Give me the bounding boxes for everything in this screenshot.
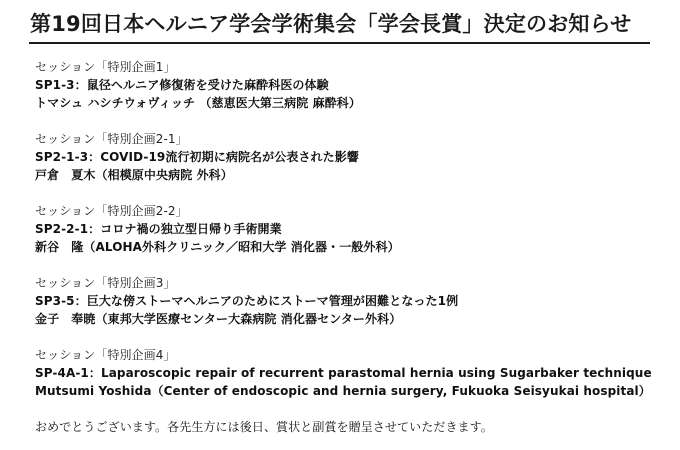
presenter: Mutsumi Yoshida（Center of endoscopic and hernia surgery, Fukuoka Seisyukai hospital） (35, 384, 651, 398)
presentation-title: SP1-3：鼠径ヘルニア修復術を受けた麻酔科医の体験 (35, 78, 329, 92)
title-underline (29, 42, 650, 44)
award-entry-sp1 (35, 58, 675, 112)
award-entry-sp4 (35, 346, 675, 400)
presenter: トマシュ ハシチウォヴィッチ （慈恵医大第三病院 麻酔科） (35, 96, 361, 110)
page-title: 第19回日本ヘルニア学会学術集会「学会長賞」決定のお知らせ (30, 12, 632, 36)
award-entry-sp2-1 (35, 130, 675, 184)
presenter: 戸倉 夏木（相模原中央病院 外科） (35, 168, 233, 182)
presentation-title: SP-4A-1：Laparoscopic repair of recurrent parastomal hernia using Sugarbaker technique (35, 366, 652, 380)
closing-message: おめでとうございます。各先生方には後日、賞状と副賞を贈呈させていただきます。 (35, 420, 493, 434)
session-heading: セッション「特別企画2-2」 (35, 204, 188, 218)
award-entry-sp3 (35, 274, 675, 328)
presenter: 金子 奉暁（東邦大学医療センター大森病院 消化器センター外科） (35, 312, 402, 326)
presentation-title: SP2-2-1：コロナ禍の独立型日帰り手術開業 (35, 222, 282, 236)
session-heading: セッション「特別企画1」 (35, 60, 176, 74)
presentation-title: SP3-5：巨大な傍ストーマヘルニアのためにストーマ管理が困難となった1例 (35, 294, 459, 308)
presentation-title: SP2-1-3：COVID-19流行初期に病院名が公表された影響 (35, 150, 359, 164)
session-heading: セッション「特別企画4」 (35, 348, 176, 362)
session-heading: セッション「特別企画2-1」 (35, 132, 188, 146)
award-entry-sp2-2 (35, 202, 675, 256)
award-list (35, 58, 675, 436)
presenter: 新谷 隆（ALOHA外科クリニック／昭和大学 消化器・一般外科） (35, 240, 400, 254)
session-heading: セッション「特別企画3」 (35, 276, 176, 290)
